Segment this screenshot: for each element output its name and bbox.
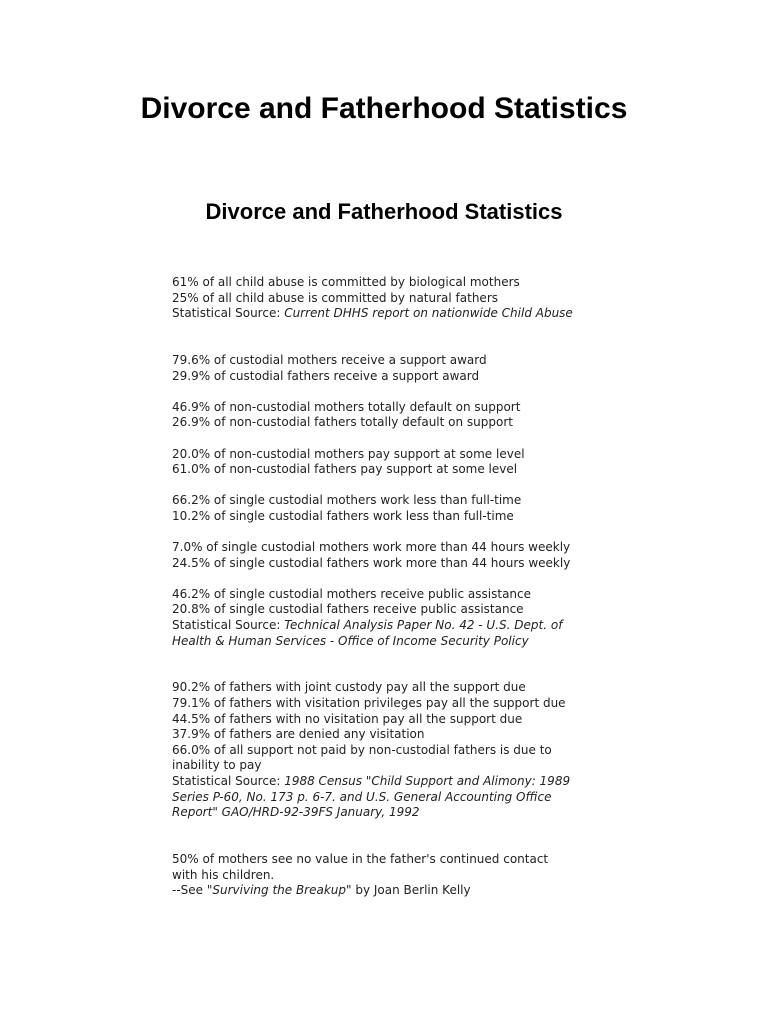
stat-line: 20.0% of non-custodial mothers pay support at some level [172,446,525,461]
custody-stats [172,680,642,820]
child-abuse-stats [172,275,642,322]
source-citation: 1988 Census "Child Support and Alimony: 1989 [284,774,571,788]
work-more-stats [172,540,642,571]
public-assistance-stats [172,587,642,649]
stat-line: 66.0% of all support not paid by non-custodial fathers is due to [172,742,552,757]
stat-line: 79.1% of fathers with visitation privileges pay all the support due [172,696,566,711]
stat-line: 37.9% of fathers are denied any visitation [172,727,425,742]
stat-line: 46.2% of single custodial mothers receive public assistance [172,586,532,601]
source-citation: Report" GAO/HRD-92-39FS January, 1992 [172,805,420,820]
reference-title: "Surviving the Breakup" [206,883,352,898]
source-prefix: Statistical Source: [172,618,285,633]
stat-line: 61% of all child abuse is committed by biological mothers [172,275,520,289]
support-award-stats [172,353,642,384]
stat-line: 29.9% of custodial fathers receive a support award [172,368,480,383]
default-stats [172,400,642,431]
stat-line: 44.5% of fathers with no visitation pay all the support due [172,711,523,726]
section-heading: Divorce and Fatherhood Statistics [205,199,563,224]
stat-line: 90.2% of fathers with joint custody pay all the support due [172,680,526,695]
stat-line: 26.9% of non-custodial fathers totally default on support [172,415,513,430]
stat-line: 24.5% of single custodial fathers work more than 44 hours weekly [172,555,571,570]
reference-author: by Joan Berlin Kelly [351,883,471,898]
source-line [172,618,642,634]
reference-line [172,883,642,899]
stat-line: 7.0% of single custodial mothers work more than 44 hours weekly [172,540,571,555]
source-citation: Current DHHS report on nationwide Child Abuse [284,306,573,321]
statistics-content [172,275,642,899]
reference-prefix: --See [172,883,207,898]
source-prefix: Statistical Source: [172,306,285,321]
source-line [172,774,642,790]
page-title: Divorce and Fatherhood Statistics [140,92,628,125]
stat-line: 66.2% of single custodial mothers work less than full-time [172,493,522,508]
stat-line: 10.2% of single custodial fathers work less than full-time [172,508,514,523]
stat-line: 61.0% of non-custodial fathers pay support at some level [172,462,518,477]
source-line [172,306,642,322]
work-less-stats [172,493,642,524]
source-citation: Series P-60, No. 173 p. 6-7. and U.S. General Accounting Office [172,789,552,804]
stat-line: 50% of mothers see no value in the father's continued contact [172,851,549,866]
stat-line: 46.9% of non-custodial mothers totally default on support [172,399,521,414]
stat-line: 20.8% of single custodial fathers receive public assistance [172,602,524,617]
source-prefix: Statistical Source: [172,774,285,788]
pay-support-stats [172,447,642,478]
contact-stats [172,852,642,899]
stat-line: 25% of all child abuse is committed by natural fathers [172,290,499,305]
stat-line: inability to pay [172,758,262,773]
stat-line: 79.6% of custodial mothers receive a support award [172,352,487,367]
source-citation: Technical Analysis Paper No. 42 - U.S. Dept. of [284,618,563,633]
source-citation: Health & Human Services - Office of Income Security Policy [172,633,529,648]
stat-line: with his children. [172,867,275,882]
